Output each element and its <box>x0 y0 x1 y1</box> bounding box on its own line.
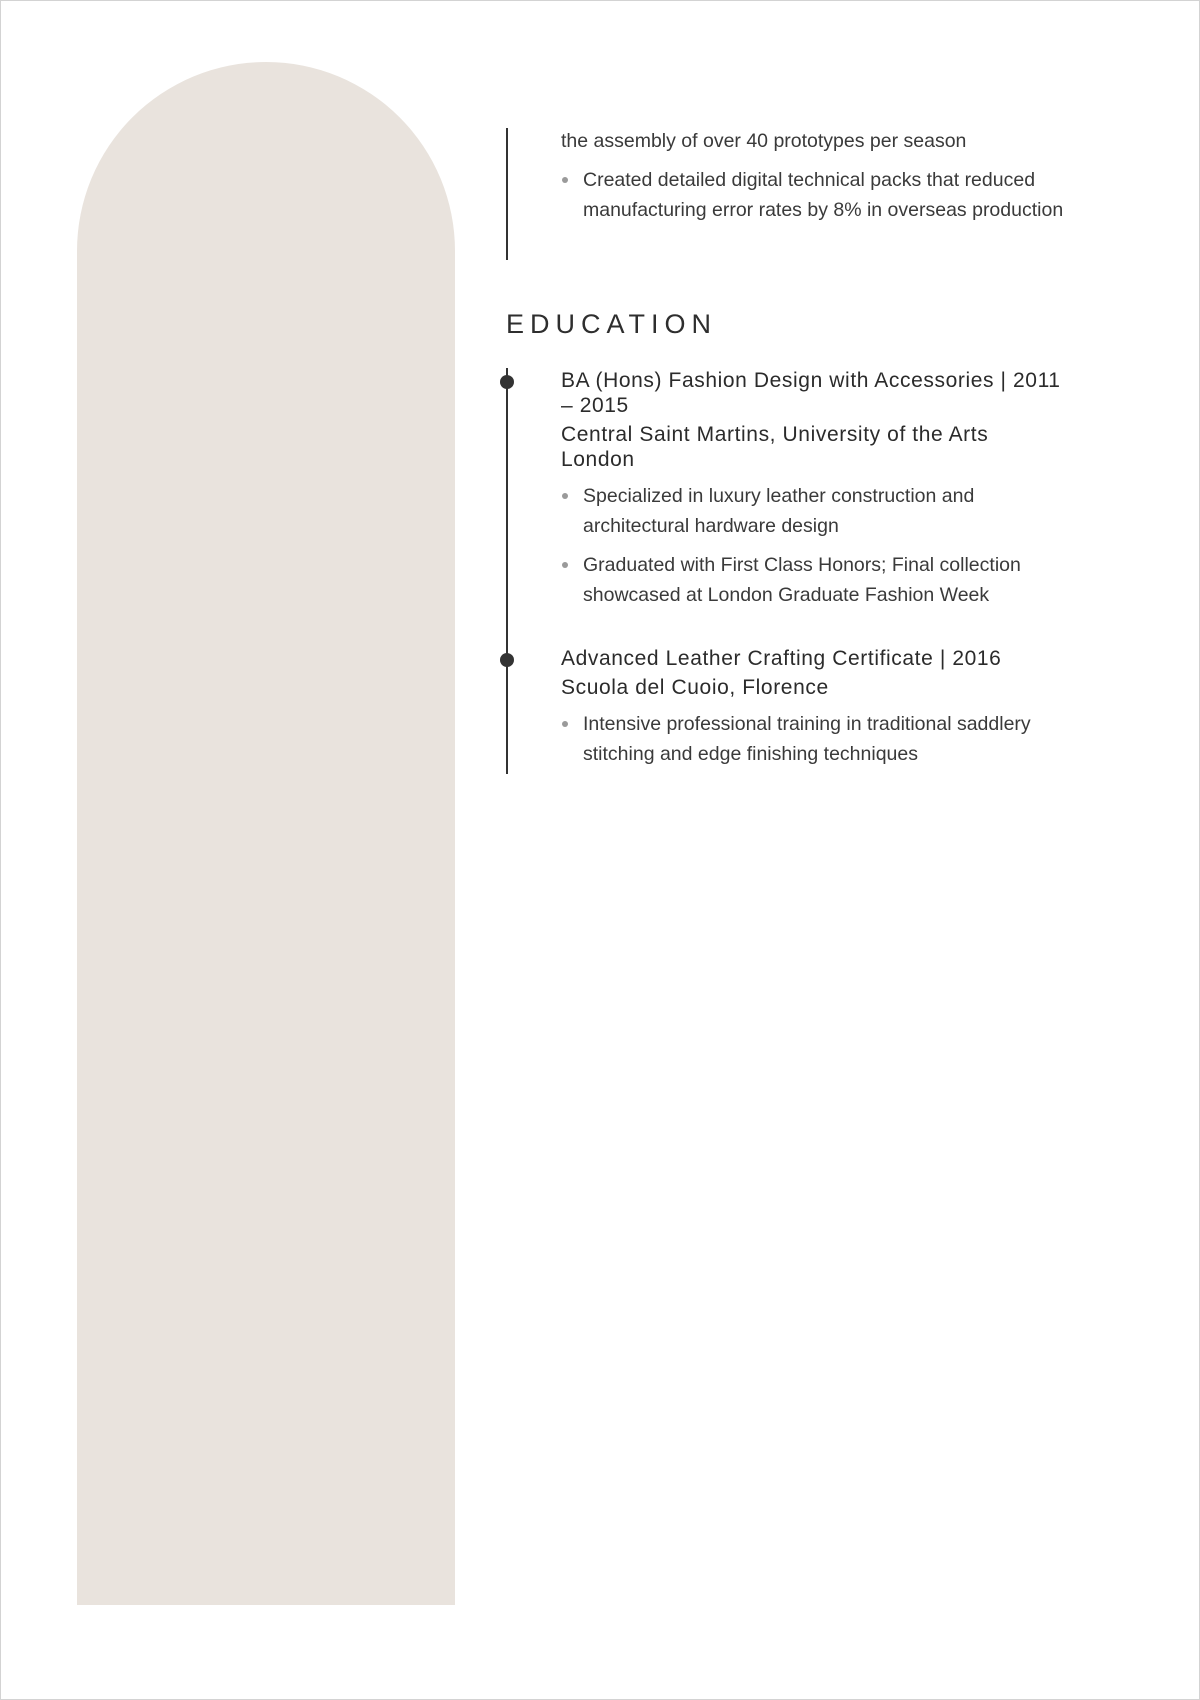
bullet-text: Specialized in luxury leather construction and architectural hardware design <box>583 485 975 537</box>
bullet-text: Intensive professional training in traditional saddlery stitching and edge finishing techniques <box>583 713 1031 765</box>
entry-title: Advanced Leather Crafting Certificate | 2016 <box>561 647 1002 670</box>
bullet-text: Graduated with First Class Honors; Final collection showcased at London Graduate Fashion Week <box>583 554 1021 606</box>
list-item <box>561 550 1066 610</box>
bullet-dot-icon <box>562 493 568 499</box>
entry-bullets <box>561 709 1066 769</box>
list-item <box>561 481 1066 541</box>
education-entry-1 <box>561 368 1066 610</box>
entry-bullets <box>561 481 1066 610</box>
list-item <box>561 709 1066 769</box>
experience-continued-block <box>506 128 1066 260</box>
education-entry-2 <box>561 646 1066 769</box>
decorative-arch-panel <box>77 62 455 1605</box>
entry-institution: Scuola del Cuoio, Florence <box>561 676 829 699</box>
bullet-text: Created detailed digital technical packs that reduced manufacturing error rates by 8% in overseas production <box>583 169 1064 221</box>
education-timeline <box>506 368 1066 774</box>
entry-institution: Central Saint Martins, University of the Arts London <box>561 423 989 471</box>
bullet-dot-icon <box>562 562 568 568</box>
experience-continued-content <box>561 128 1066 225</box>
timeline-rail <box>506 368 508 774</box>
timeline-rail <box>506 128 508 260</box>
list-item <box>561 165 1066 225</box>
section-heading-education: EDUCATION <box>506 309 718 339</box>
timeline-dot-icon <box>500 375 514 389</box>
bullet-dot-icon <box>562 721 568 727</box>
experience-continued-line: the assembly of over 40 prototypes per season <box>561 130 967 152</box>
bullet-dot-icon <box>562 177 568 183</box>
experience-bullets <box>561 165 1066 225</box>
entry-title: BA (Hons) Fashion Design with Accessories | 2011 – 2015 <box>561 369 1061 417</box>
timeline-dot-icon <box>500 653 514 667</box>
